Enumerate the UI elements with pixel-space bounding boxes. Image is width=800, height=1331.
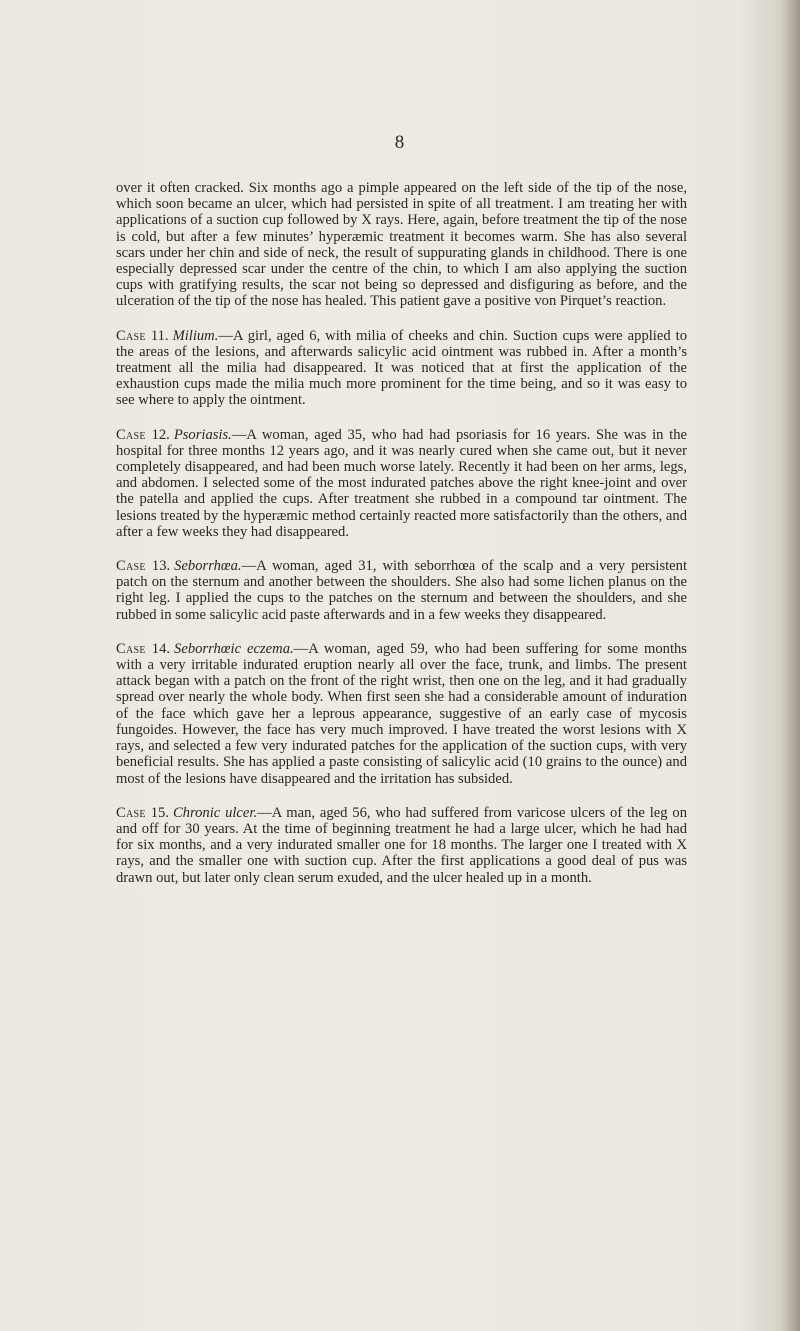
case-15-paragraph (116, 805, 687, 886)
case-title: Seborrhœa. (174, 558, 242, 575)
case-label: Case (116, 558, 146, 575)
case-14-paragraph (116, 641, 687, 787)
case-title: Chronic ulcer. (172, 804, 258, 821)
case-label: Case (116, 640, 146, 657)
case-number: 14. (151, 640, 171, 657)
case-body: —A woman, aged 31, with seborrhœa of the scalp and a very persistent patch on the sternum and another between the shoulders. She also had some lichen planus on the right leg. I applied the cups to the patches on the sternum and between the shoulders, and she rubbed in some salicylic acid paste afterwards and in a few weeks they disappeared. (116, 558, 688, 623)
case-body: —A woman, aged 59, who had been suffering for some months with a very irritable indurated eruption nearly all over the face, trunk, and limbs. The present attack began with a patch on the front of the right wrist, then one on the leg, and it had gradually spread over nearly the whole body. When first seen she had a considerable amount of induration of the face which gave her a leprous appearance, suggestive of an early case of mycosis fungoides. However, the face has very much improved. I have treated the worst lesions with X rays, and selected a few very indurated patches for the application of the suction cups, with very beneficial results. She has applied a paste consisting of salicylic acid (10 grains to the ounce) and most of the lesions have disappeared and the irritation has subsided. (116, 640, 687, 787)
case-12-paragraph (116, 427, 687, 540)
continuation-paragraph: over it often cracked. Six months ago a pimple appeared on the left side of the tip of the nose, which soon became an ulcer, which had persisted in spite of all treatment. I am treating her with applications of a suction cup followed by X rays. Here, again, before treatment the tip of the nose is cold, but after a few minutes’ hyperæmic treatment it becomes warm. She has also several scars under her chin and side of neck, the result of suppurating glands in childhood. There is one especially depressed scar under the centre of the chin, to which I am also applying the suction cups with gratifying results, the scar not being so depressed and disfiguring as before, and the ulceration of the tip of the nose has healed. This patient gave a positive von Pirquet’s reaction. (116, 180, 687, 310)
case-title: Milium. (172, 327, 219, 344)
case-label: Case (116, 426, 146, 443)
case-title: Psoriasis. (173, 426, 232, 443)
case-number: 12. (151, 426, 170, 443)
case-body: —A man, aged 56, who had suffered from varicose ulcers of the leg on and off for 30 years. At the time of beginning treatment he had a large ulcer, which he had had for six months, and a very indurated smaller one for 18 months. The larger one I treated with X rays, and the smaller one with suction cup. After the first applications a good deal of pus was drawn out, but later only clean serum exuded, and the ulcer healed up in a month. (116, 804, 688, 886)
case-label: Case (116, 804, 146, 821)
case-number: 11. (150, 327, 169, 344)
page-number: 8 (394, 132, 406, 153)
case-body: —A woman, aged 35, who had had psoriasis for 16 years. She was in the hospital for three months 12 years ago, and it was nearly cured when she came out, but it never completely disappeared, and had been much worse lately. Recently it had been on her arms, legs, and abdomen. I selected some of the most indurated patches above the right knee-joint and over the patella and applied the cups. After treatment she rubbed in a compound tar ointment. The lesions treated by the hyperæmic method certainly reacted more satisfactorily than the others, and after a few weeks they had disappeared. (116, 426, 687, 540)
case-11-paragraph (116, 328, 687, 409)
case-label: Case (116, 327, 146, 344)
case-title: Seborrhœic eczema. (174, 640, 294, 657)
case-13-paragraph (116, 558, 687, 623)
case-number: 15. (150, 804, 169, 821)
page-edge-shadow (782, 0, 800, 1331)
case-body: —A girl, aged 6, with milia of cheeks and chin. Suction cups were applied to the areas of the lesions, and afterwards salicylic acid ointment was rubbed in. After a month’s treatment all the milia had disappeared. It was noticed that at first the application of the exhaustion cups made the milia much more prominent for the time being, and so it was easy to see where to apply the ointment. (116, 327, 688, 409)
body-text (116, 180, 687, 886)
case-number: 13. (151, 558, 171, 575)
